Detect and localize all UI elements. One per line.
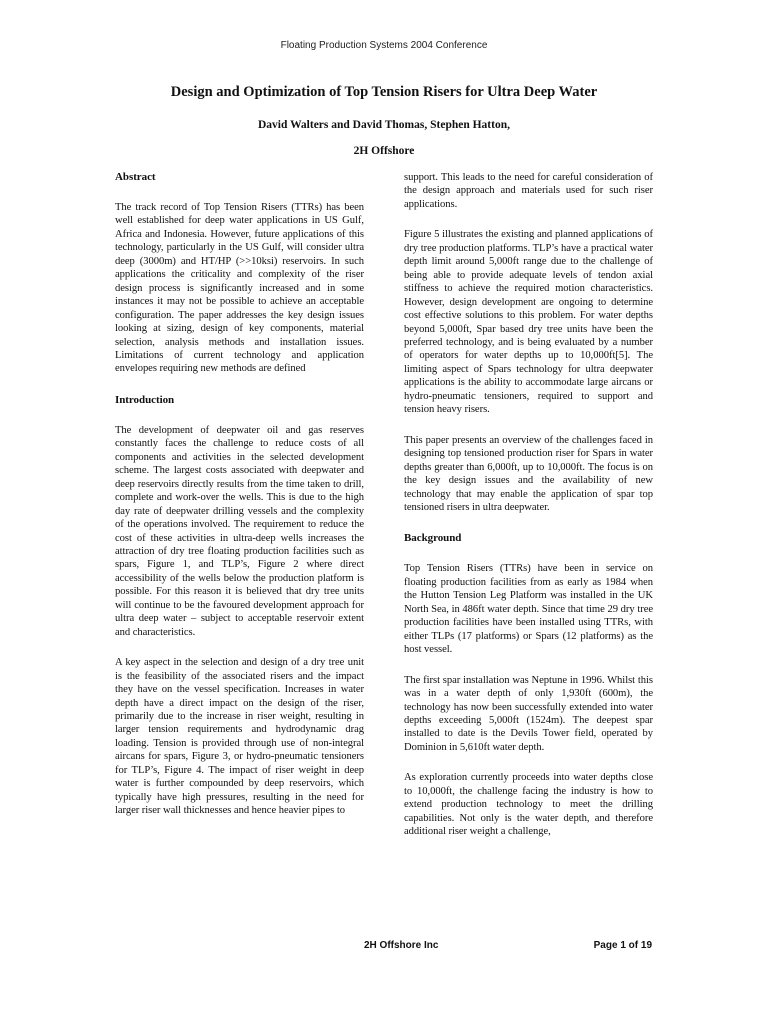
background-paragraph-2: The first spar installation was Neptune in 1996. Whilst this was in a water depth of only 1,930ft (600m), the technology has now been successfully extended into water depths exceeding 5,000ft (1524m). The deepest spar installed to date is the Devils Tower field, operated by Dominion in 5,610ft water depth. <box>404 674 653 753</box>
footer-page-number: Page 1 of 19 <box>593 940 652 951</box>
introduction-paragraph-2: A key aspect in the selection and design of a dry tree unit is the feasibility of the associated risers and the impact they have on the vessel specification. Increases in water depth have a direct impact on the design of the riser, primarily due to the increase in riser weight, resulting in larger tension requirements and hydrodynamic drag loading. Tension is provided through use of non-integral aircans for spars, Figure 3, or hydro-pneumatic tensioners for TLP’s, Figure 4. The impact of riser weight in deep water is further compounded by deep reservoirs, which typically have high pressures, resulting in the need for larger riser wall thicknesses and hence heavier pipes to <box>115 657 364 817</box>
right-column <box>404 171 653 856</box>
introduction-heading: Introduction <box>115 393 175 406</box>
introduction-paragraph-1: The development of deepwater oil and gas reserves constantly faces the challenge to reduce costs of all components and activities in the selected development scheme. The largest costs associated with deepwater and deep reservoirs directly results from the time taken to drill, complete and work-over the wells. This is due to the high day rate of deepwater drilling vessels and the complexity of the operations involved. The requirement to reduce the cost of these activities in ultra-deep wells increases the attraction of dry tree floating production facilities such as spars, Figure 1, and TLP’s, Figure 2 where direct accessibility of the wells below the production platform is possible. For this reason it is believed that dry tree units will continue to be the favoured development approach for ultra deep water – subject to acceptable reservoir extent and characteristics. <box>115 424 364 638</box>
background-heading: Background <box>404 532 462 545</box>
author-affiliation: 2H Offshore <box>353 145 415 157</box>
body-paragraph-3: This paper presents an overview of the challenges faced in designing top tensioned production riser for Spars in water depths greater than 6,000ft, up to 10,000ft. The focus is on the key design issues and the availability of new technology that may enable the application of spar top tensioned risers in ultra deepwater. <box>404 434 653 513</box>
paper-title: Design and Optimization of Top Tension Risers for Ultra Deep Water <box>170 84 598 100</box>
abstract-paragraph: The track record of Top Tension Risers (TTRs) has been well established for deep water applications in US Gulf, Africa and Indonesia. However, future applications of this technology, particularly in the US Gulf, will consider ultra deep (3000m) and HT/HP (>>10ksi) reservoirs. In such applications the criticality and complexity of the riser design process is significantly increased and in some instances it may not be possible to achieve an acceptable configuration. The paper addresses the key design issues looking at sizing, design of key components, material selection, analysis methods and installation issues. Limitations of current technology and application envelopes requiring new methods are defined <box>115 202 364 375</box>
body-paragraph-1: support. This leads to the need for careful consideration of the design approach and materials used for such riser applications. <box>404 172 653 210</box>
abstract-heading: Abstract <box>115 171 156 183</box>
background-paragraph-3: As exploration currently proceeds into water depths close to 10,000ft, the challenge facing the industry is how to extend production technology to meet the drilling capabilities. Not only is the water depth, and therefore additional riser weight a challenge, <box>404 772 653 838</box>
author-list: David Walters and David Thomas, Stephen Hatton, <box>258 119 510 131</box>
background-paragraph-1: Top Tension Risers (TTRs) have been in service on floating production facilities from as early as 1984 when the Hutton Tension Leg Platform was installed in the UK North Sea, in 486ft water depth. Since that time 29 dry tree production facilities have been installed using TTRs, with either TLPs (17 platforms) or Spars (12 platforms) as the host vessel. <box>404 563 653 656</box>
body-paragraph-2: Figure 5 illustrates the existing and planned applications of dry tree production platforms. TLP’s have a practical water depth limit around 5,000ft range due to the challenge of being able to provide adequate levels of tendon axial stiffness to achieve the required motion characteristics. However, design development are ongoing to determine cost effective solutions to this problem. For water depths beyond 5,000ft, Spar based dry tree units have been the preferred technology, and is being evaluated by a number of operators for water depths up to 10,000ft[5]. The limiting aspect of Spars technology for ultra deepwater applications is the ability to accommodate large aircans or hydro-pneumatic tensioners, required to support and tension heavy risers. <box>404 229 653 416</box>
footer-company: 2H Offshore Inc <box>364 940 439 951</box>
left-column <box>115 170 364 835</box>
conference-header: Floating Production Systems 2004 Conference <box>280 40 488 51</box>
